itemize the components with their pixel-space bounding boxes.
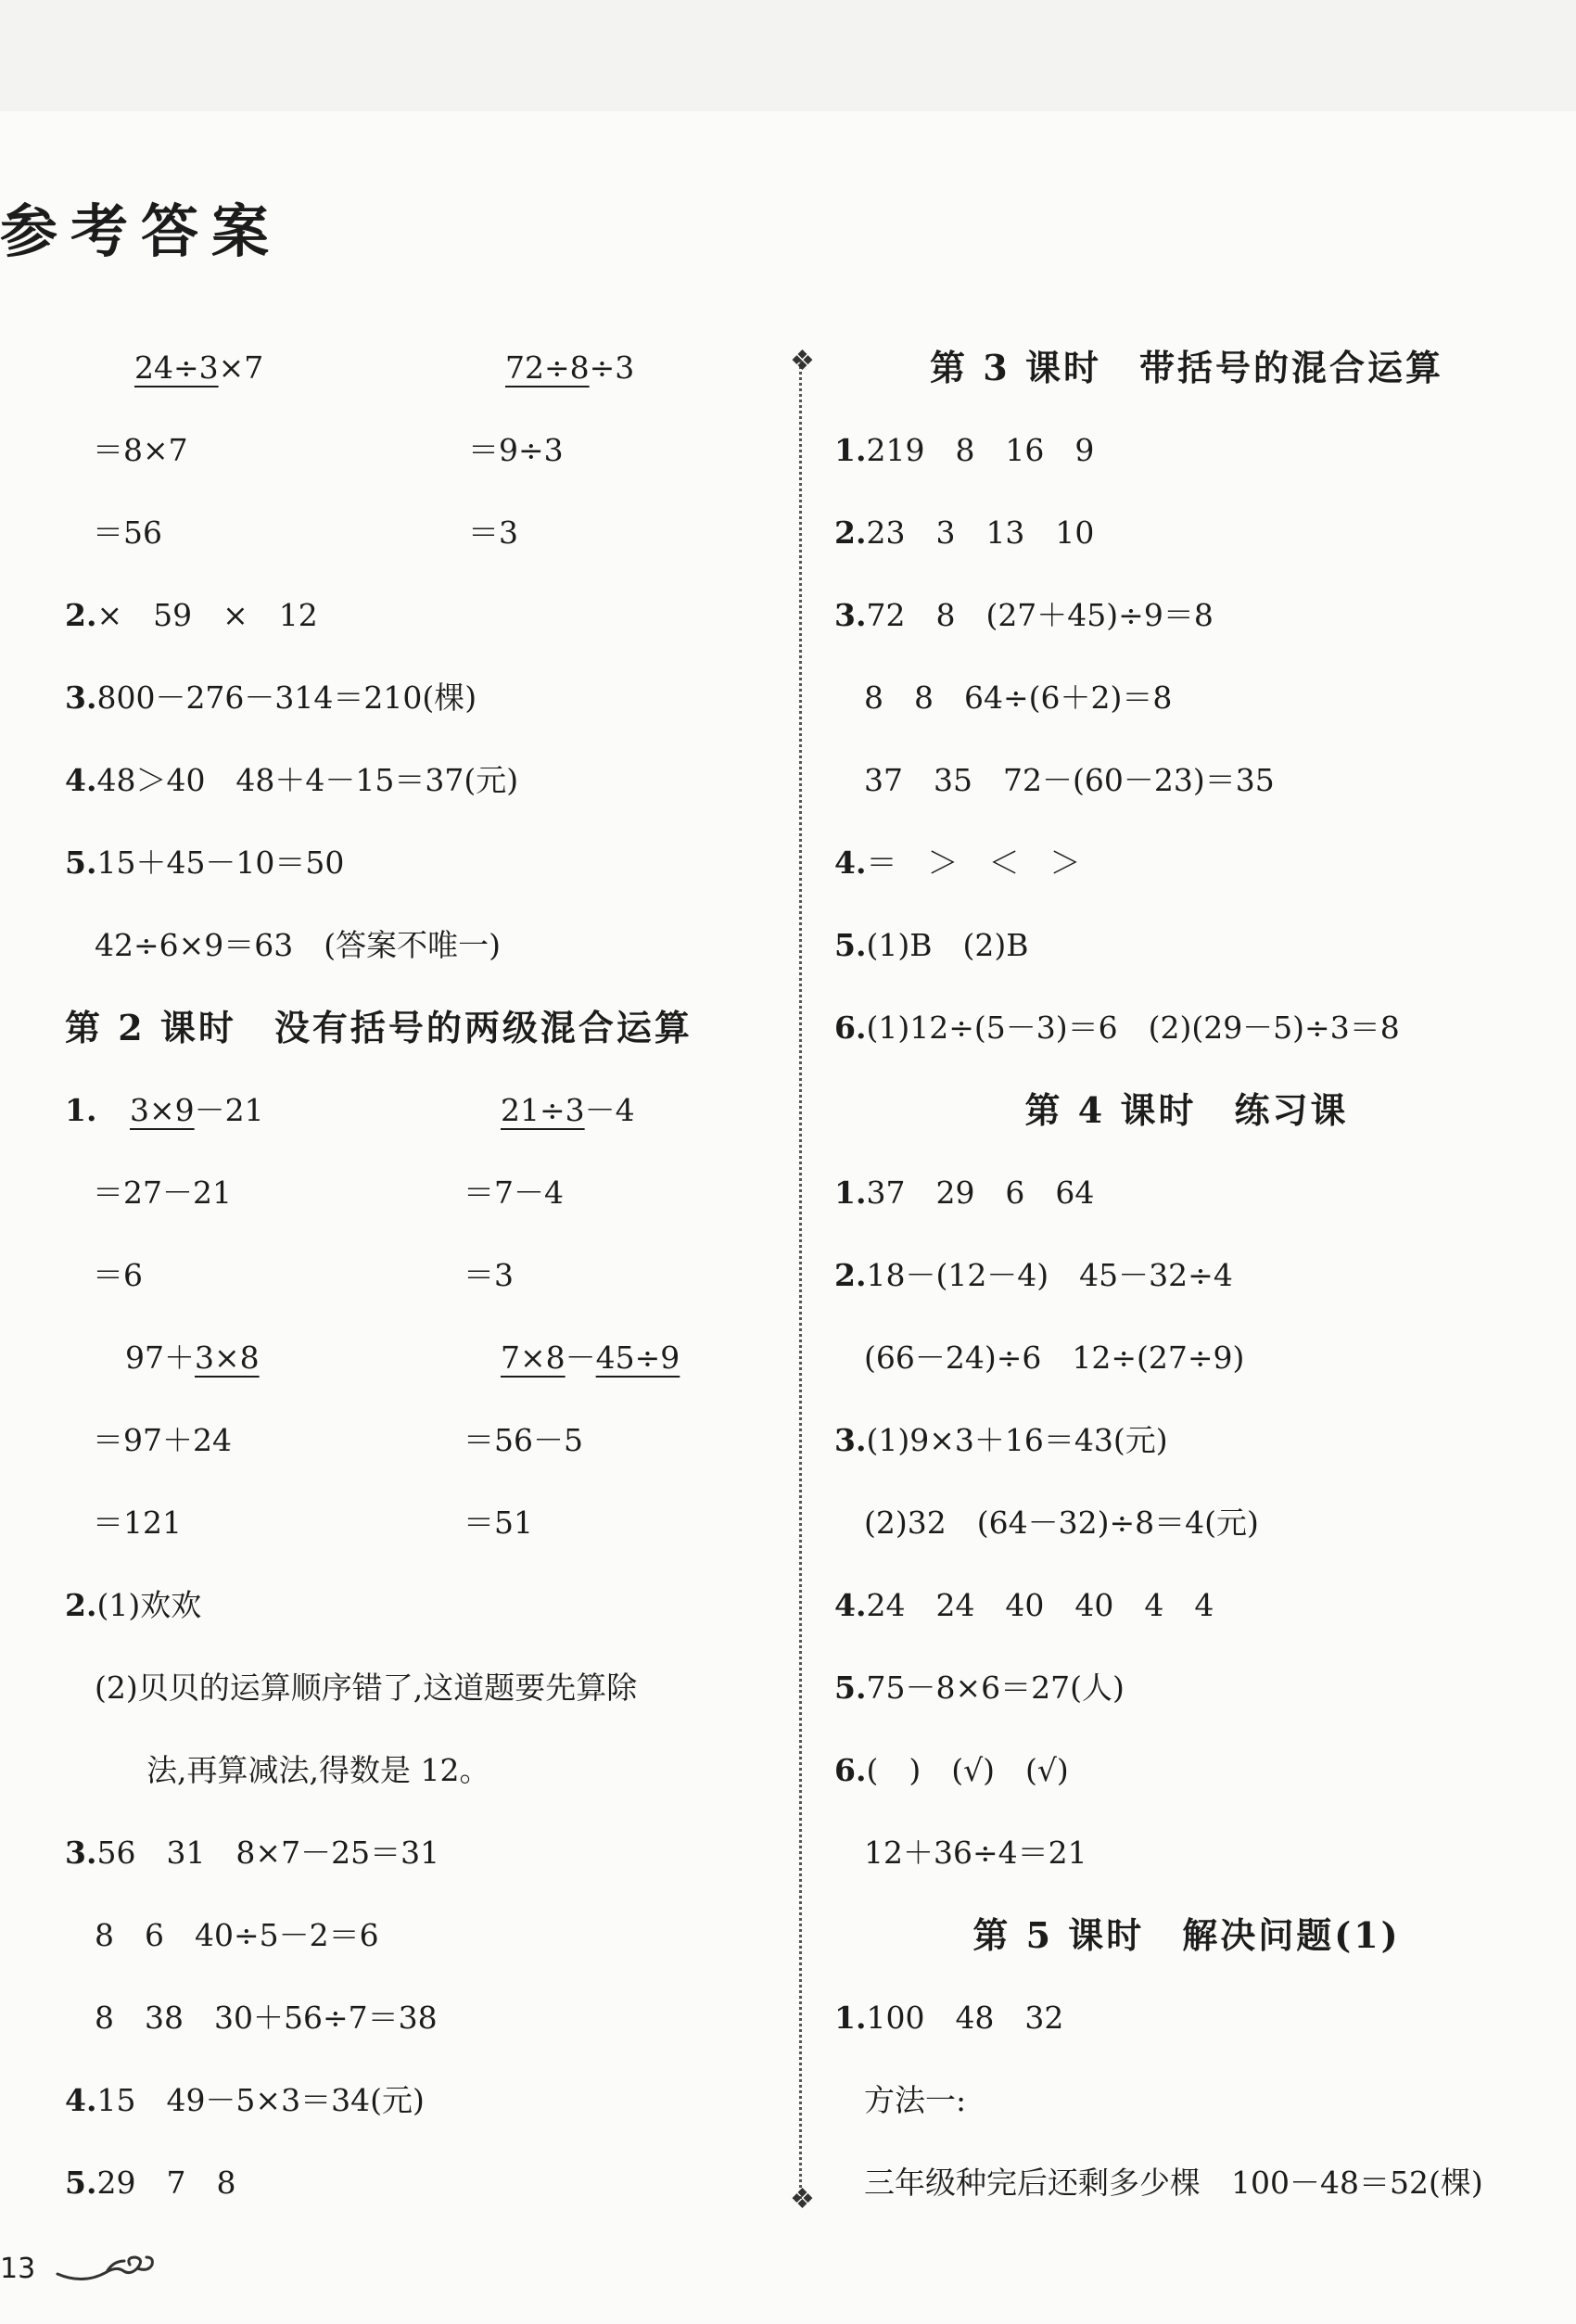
answer-2: 2.23 3 13 10 — [834, 514, 1095, 551]
underlined-step: 72÷8 — [505, 349, 590, 386]
answer-2: 2.(1)欢欢 — [65, 1587, 202, 1623]
method-step: 三年级种完后还剩多少棵 100－48＝52(棵) — [864, 2165, 1483, 2201]
answer-3-line2: 8 8 64÷(6＋2)＝8 — [864, 679, 1173, 716]
lesson-2-heading: 第 2 课时 没有括号的两级混合运算 — [65, 1007, 693, 1048]
answer-6: 6.(1)12÷(5－3)＝6 (2)(29－5)÷3＝8 — [834, 1010, 1400, 1046]
page-number: 13 — [0, 2253, 36, 2285]
answer-2: 2.18－(12－4) 45－32÷4 — [834, 1257, 1233, 1293]
answer-4: 4.＝ ＞ ＜ ＞ — [834, 845, 1081, 881]
scan-top-band — [0, 0, 1576, 111]
calc-row: ＝56 ＝3 — [93, 514, 518, 551]
underlined-step: 45÷9 — [595, 1340, 680, 1376]
answer-1: 1.37 29 6 64 — [834, 1175, 1095, 1211]
answer-4: 4.24 24 40 40 4 4 — [834, 1587, 1214, 1623]
answer-4: 4.15 49－5×3＝34(元) — [65, 2082, 425, 2118]
calc-row: 1. 3×9－21 21÷3－4 — [65, 1092, 635, 1128]
method-label: 方法一: — [864, 2082, 967, 2118]
answer-2-line2: (2)贝贝的运算顺序错了,这道题要先算除 — [95, 1670, 638, 1706]
answer-3: 3.800－276－314＝210(棵) — [65, 679, 477, 716]
divider-ornament-icon: ❖ — [790, 2183, 815, 2216]
answer-5-line2: 42÷6×9＝63 (答案不唯一) — [95, 927, 502, 963]
underlined-step: 24÷3 — [134, 349, 219, 386]
answer-5: 5.75－8×6＝27(人) — [834, 1670, 1125, 1706]
answer-1: 1.219 8 16 9 — [834, 432, 1095, 468]
underlined-step: 7×8 — [501, 1340, 566, 1376]
lesson-5-heading: 第 5 课时 解决问题(1) — [972, 1914, 1401, 1956]
answer-1: 1.100 48 32 — [834, 2000, 1064, 2036]
answer-6-line2: 12＋36÷4＝21 — [864, 1835, 1087, 1871]
answer-3: 3.(1)9×3＋16＝43(元) — [834, 1422, 1168, 1458]
calc-row: ＝121 ＝51 — [93, 1505, 533, 1541]
answer-3-line2: (2)32 (64－32)÷8＝4(元) — [864, 1505, 1259, 1541]
answer-2: 2.× 59 × 12 — [65, 597, 318, 633]
calc-row: 24÷3×7 72÷8÷3 — [134, 349, 635, 386]
answer-4: 4.48＞40 48＋4－15＝37(元) — [65, 762, 519, 798]
lesson-4-heading: 第 4 课时 练习课 — [1024, 1089, 1349, 1131]
calc-row: ＝6 ＝3 — [93, 1257, 514, 1293]
answer-6: 6.( ) (√) (√) — [834, 1752, 1069, 1788]
page-title: 参考答案 — [0, 197, 283, 265]
calc-row: ＝27－21 ＝7－4 — [93, 1175, 564, 1211]
answer-3: 3.72 8 (27＋45)÷9＝8 — [834, 597, 1214, 633]
answer-3-line3: 37 35 72－(60－23)＝35 — [864, 762, 1275, 798]
answer-2-line2: (66－24)÷6 12÷(27÷9) — [864, 1340, 1245, 1376]
answer-3-line3: 8 38 30＋56÷7＝38 — [95, 2000, 438, 2036]
underlined-step: 3×9 — [130, 1092, 195, 1128]
answer-5: 5.(1)B (2)B — [834, 927, 1029, 963]
answer-5: 5.15＋45－10＝50 — [65, 845, 345, 881]
answer-3-line2: 8 6 40÷5－2＝6 — [95, 1917, 379, 1953]
underlined-step: 3×8 — [195, 1340, 260, 1376]
calc-row: ＝8×7 ＝9÷3 — [93, 432, 564, 468]
answer-5: 5.29 7 8 — [65, 2165, 236, 2201]
answer-2-line3: 法,再算减法,得数是 12。 — [146, 1752, 490, 1788]
underlined-step: 21÷3 — [501, 1092, 585, 1128]
calc-row: 97＋3×8 7×8－45÷9 — [125, 1340, 680, 1376]
right-column — [834, 326, 1539, 2224]
calc-row: ＝97＋24 ＝56－5 — [93, 1422, 583, 1458]
divider-ornament-icon: ❖ — [790, 345, 815, 377]
answer-3: 3.56 31 8×7－25＝31 — [65, 1835, 440, 1871]
column-divider — [799, 360, 802, 2204]
lesson-3-heading: 第 3 课时 带括号的混合运算 — [930, 347, 1443, 388]
left-column — [65, 326, 751, 2224]
cloud-swirl-icon — [56, 2248, 158, 2285]
